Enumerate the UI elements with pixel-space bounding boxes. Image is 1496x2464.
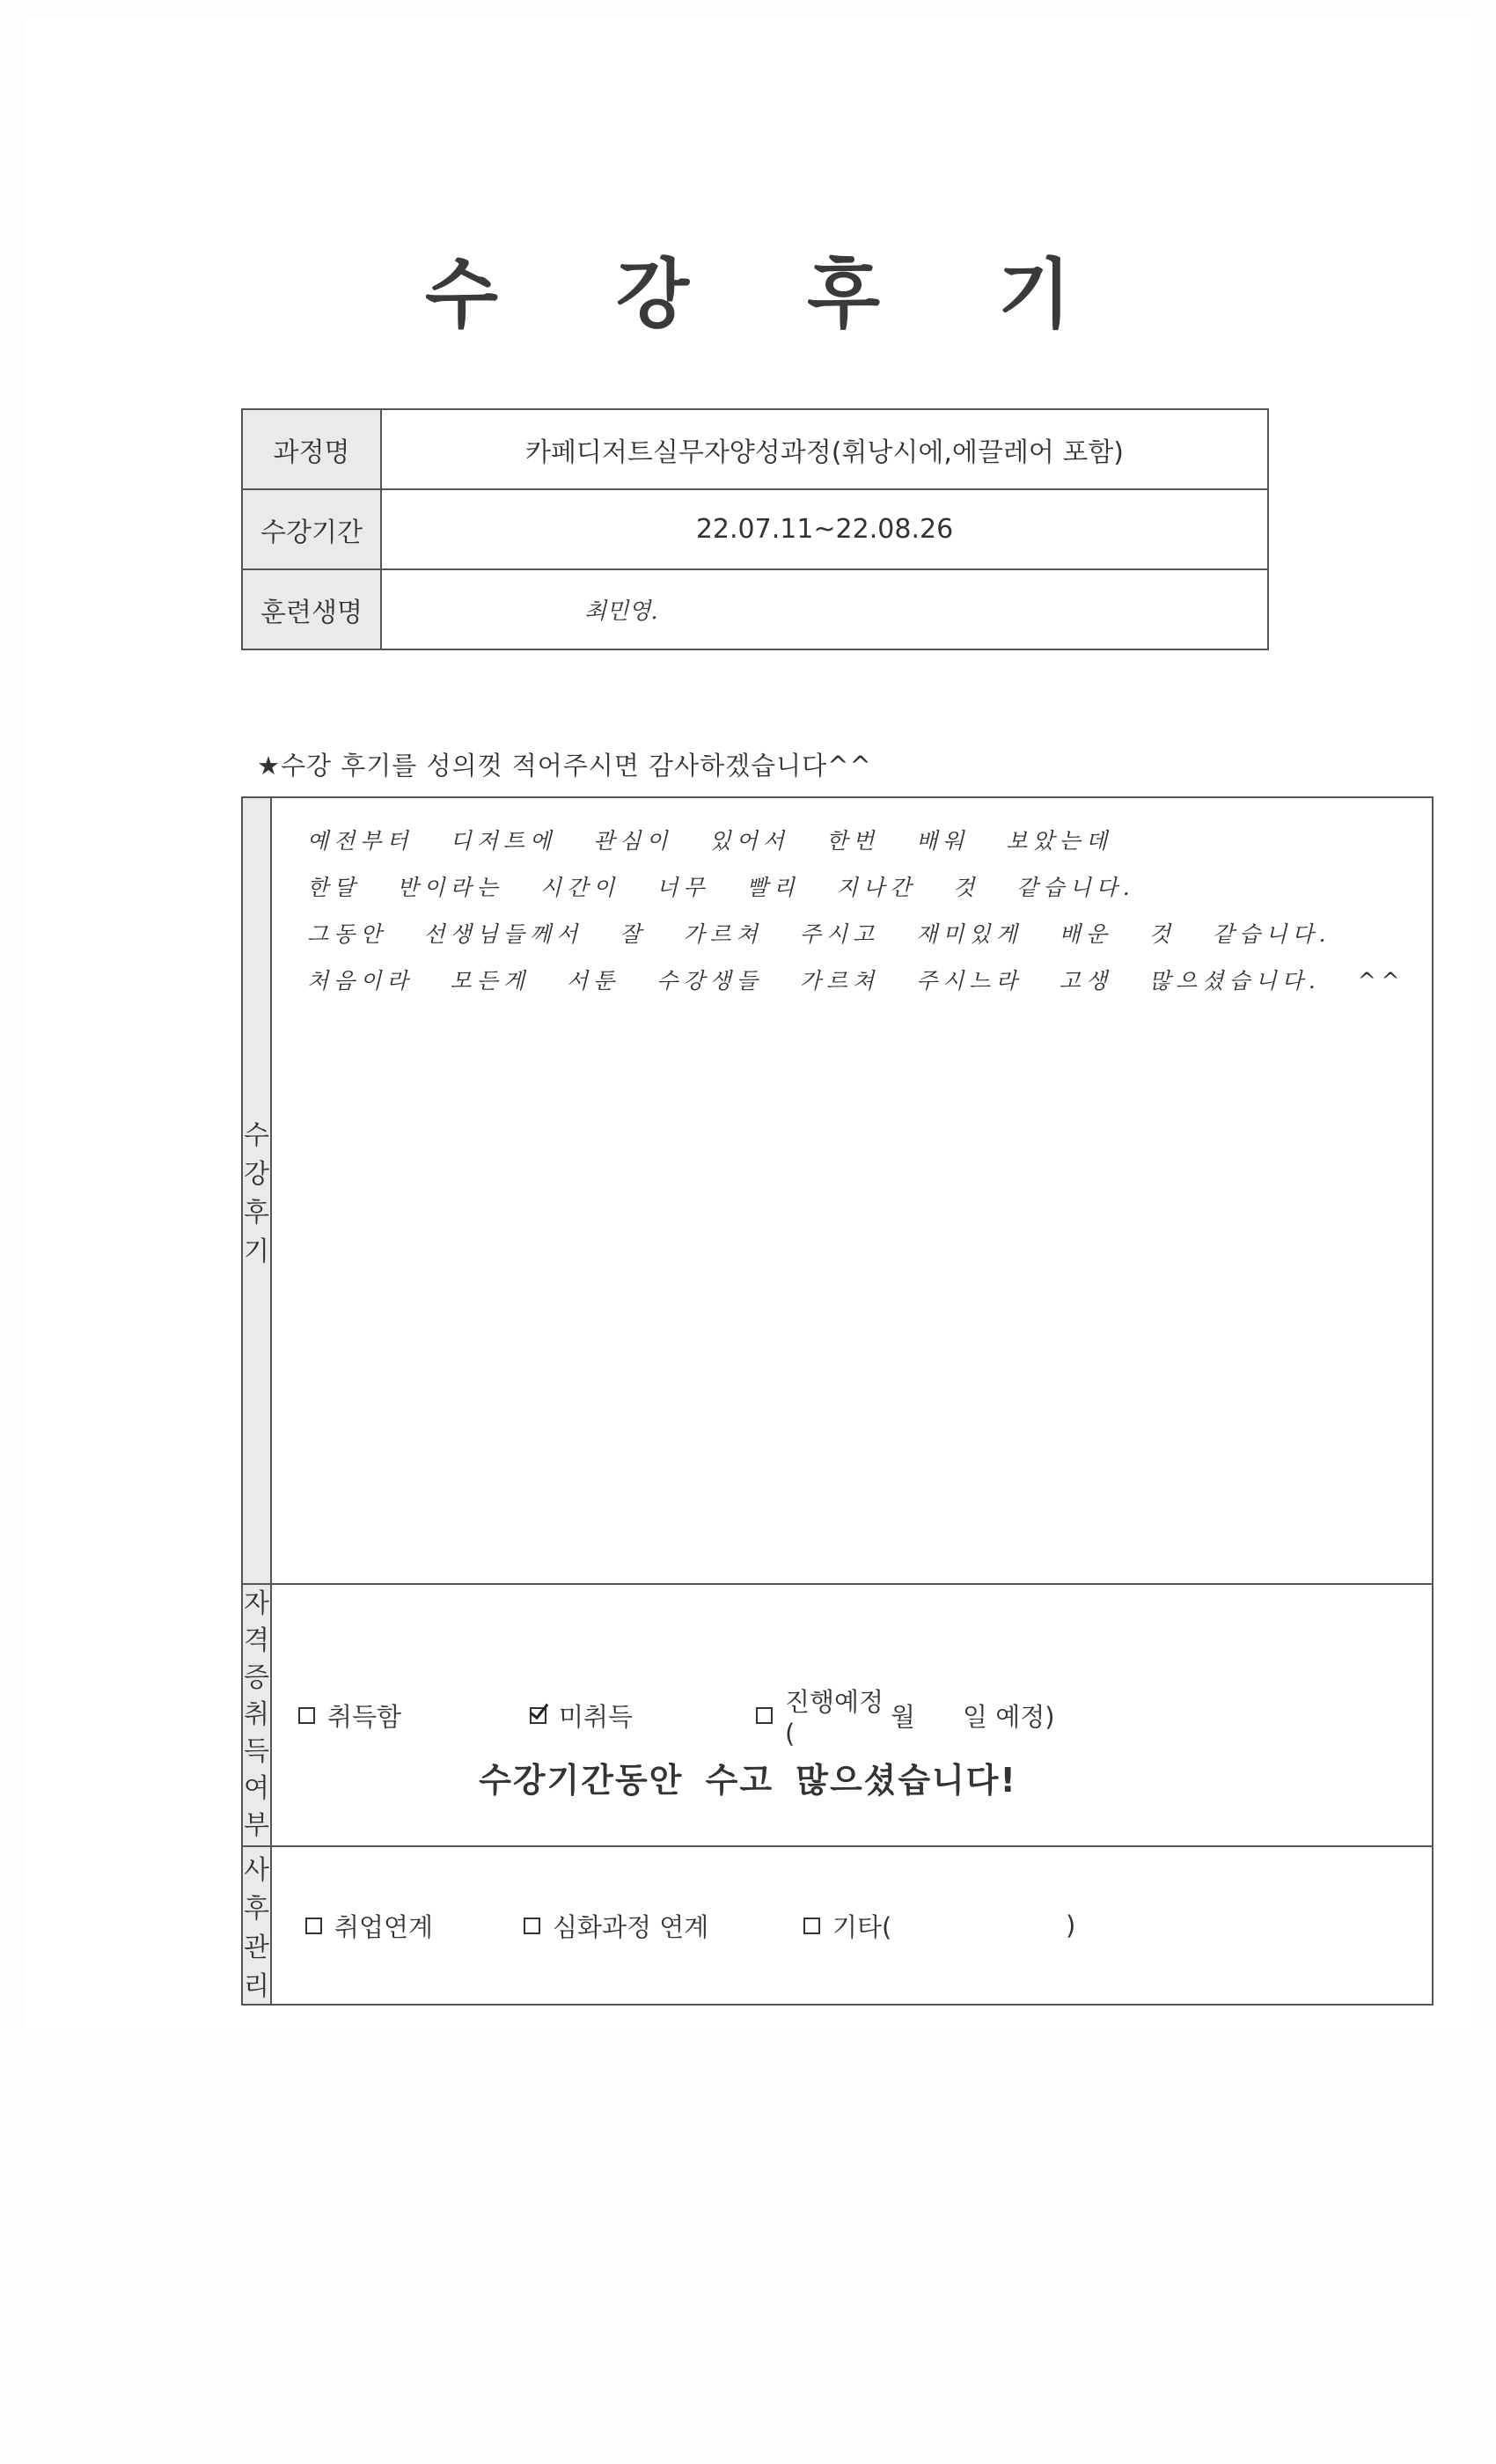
trainee-label: 훈련생명 (242, 569, 381, 649)
course-info-table (241, 408, 1269, 650)
checkbox-advanced-course[interactable] (524, 1918, 540, 1934)
review-line: 처음이라 모든게 서툰 수강생들 가르쳐 주시느라 고생 많으셨습니다. ^^ (306, 968, 1405, 994)
review-line: 한달 반이라는 시간이 너무 빨리 지나간 것 같습니다. (306, 875, 1135, 900)
certificate-label-line2: 취득여부 (244, 1699, 269, 1841)
course-value: 카페디저트실무자양성과정(휘낭시에,에끌레어 포함) (381, 409, 1268, 489)
aftercare-label: 사후관리 (242, 1846, 271, 2005)
option-planned-day: 일 예정) (962, 1701, 1055, 1732)
review-row (242, 797, 1433, 1584)
aftercare-options (271, 1846, 1433, 2005)
certificate-row (242, 1584, 1433, 1846)
certificate-label-line1: 자격증 (244, 1588, 269, 1693)
checkbox-job-linkage[interactable] (305, 1918, 322, 1934)
option-other: 기타( (832, 1911, 892, 1942)
option-acquired: 취득함 (326, 1701, 402, 1732)
course-label: 과정명 (242, 409, 381, 489)
trainee-row (242, 569, 1268, 649)
trainee-name-handwritten: 최민영. (584, 598, 658, 625)
closing-message: 수강기간동안 수고 많으셨습니다! (479, 1761, 1017, 1800)
course-row (242, 409, 1268, 489)
document-title: 수 강 후 기 (424, 251, 1118, 339)
review-label: 수강후기 (242, 797, 271, 1584)
option-job-linkage: 취업연계 (334, 1911, 434, 1942)
checkbox-planned[interactable] (756, 1707, 773, 1724)
aftercare-row (242, 1846, 1433, 2005)
option-planned-month: 월 (890, 1701, 915, 1732)
trainee-value-cell (381, 569, 1268, 649)
instruction-note: ★수강 후기를 성의껏 적어주시면 감사하겠습니다^^ (257, 751, 872, 781)
period-row (242, 489, 1268, 569)
review-line: 예전부터 디저트에 관심이 있어서 한번 배워 보았는데 (306, 828, 1112, 854)
review-line: 그동안 선생님들께서 잘 가르쳐 주시고 재미있게 배운 것 같습니다. (306, 921, 1331, 947)
checkbox-other[interactable] (803, 1918, 820, 1934)
certificate-label (242, 1584, 271, 1846)
option-other-close: ) (1065, 1910, 1076, 1940)
period-label: 수강기간 (242, 489, 381, 569)
checkbox-not-acquired[interactable] (530, 1707, 546, 1724)
review-body (271, 797, 1433, 1584)
review-table (241, 796, 1434, 2006)
certificate-options (271, 1584, 1433, 1846)
option-advanced-course: 심화과정 연계 (552, 1911, 709, 1942)
option-not-acquired: 미취득 (558, 1701, 634, 1732)
option-planned: 진행예정 ( (784, 1686, 884, 1749)
checkbox-acquired[interactable] (298, 1707, 315, 1724)
period-value: 22.07.11~22.08.26 (381, 489, 1268, 569)
